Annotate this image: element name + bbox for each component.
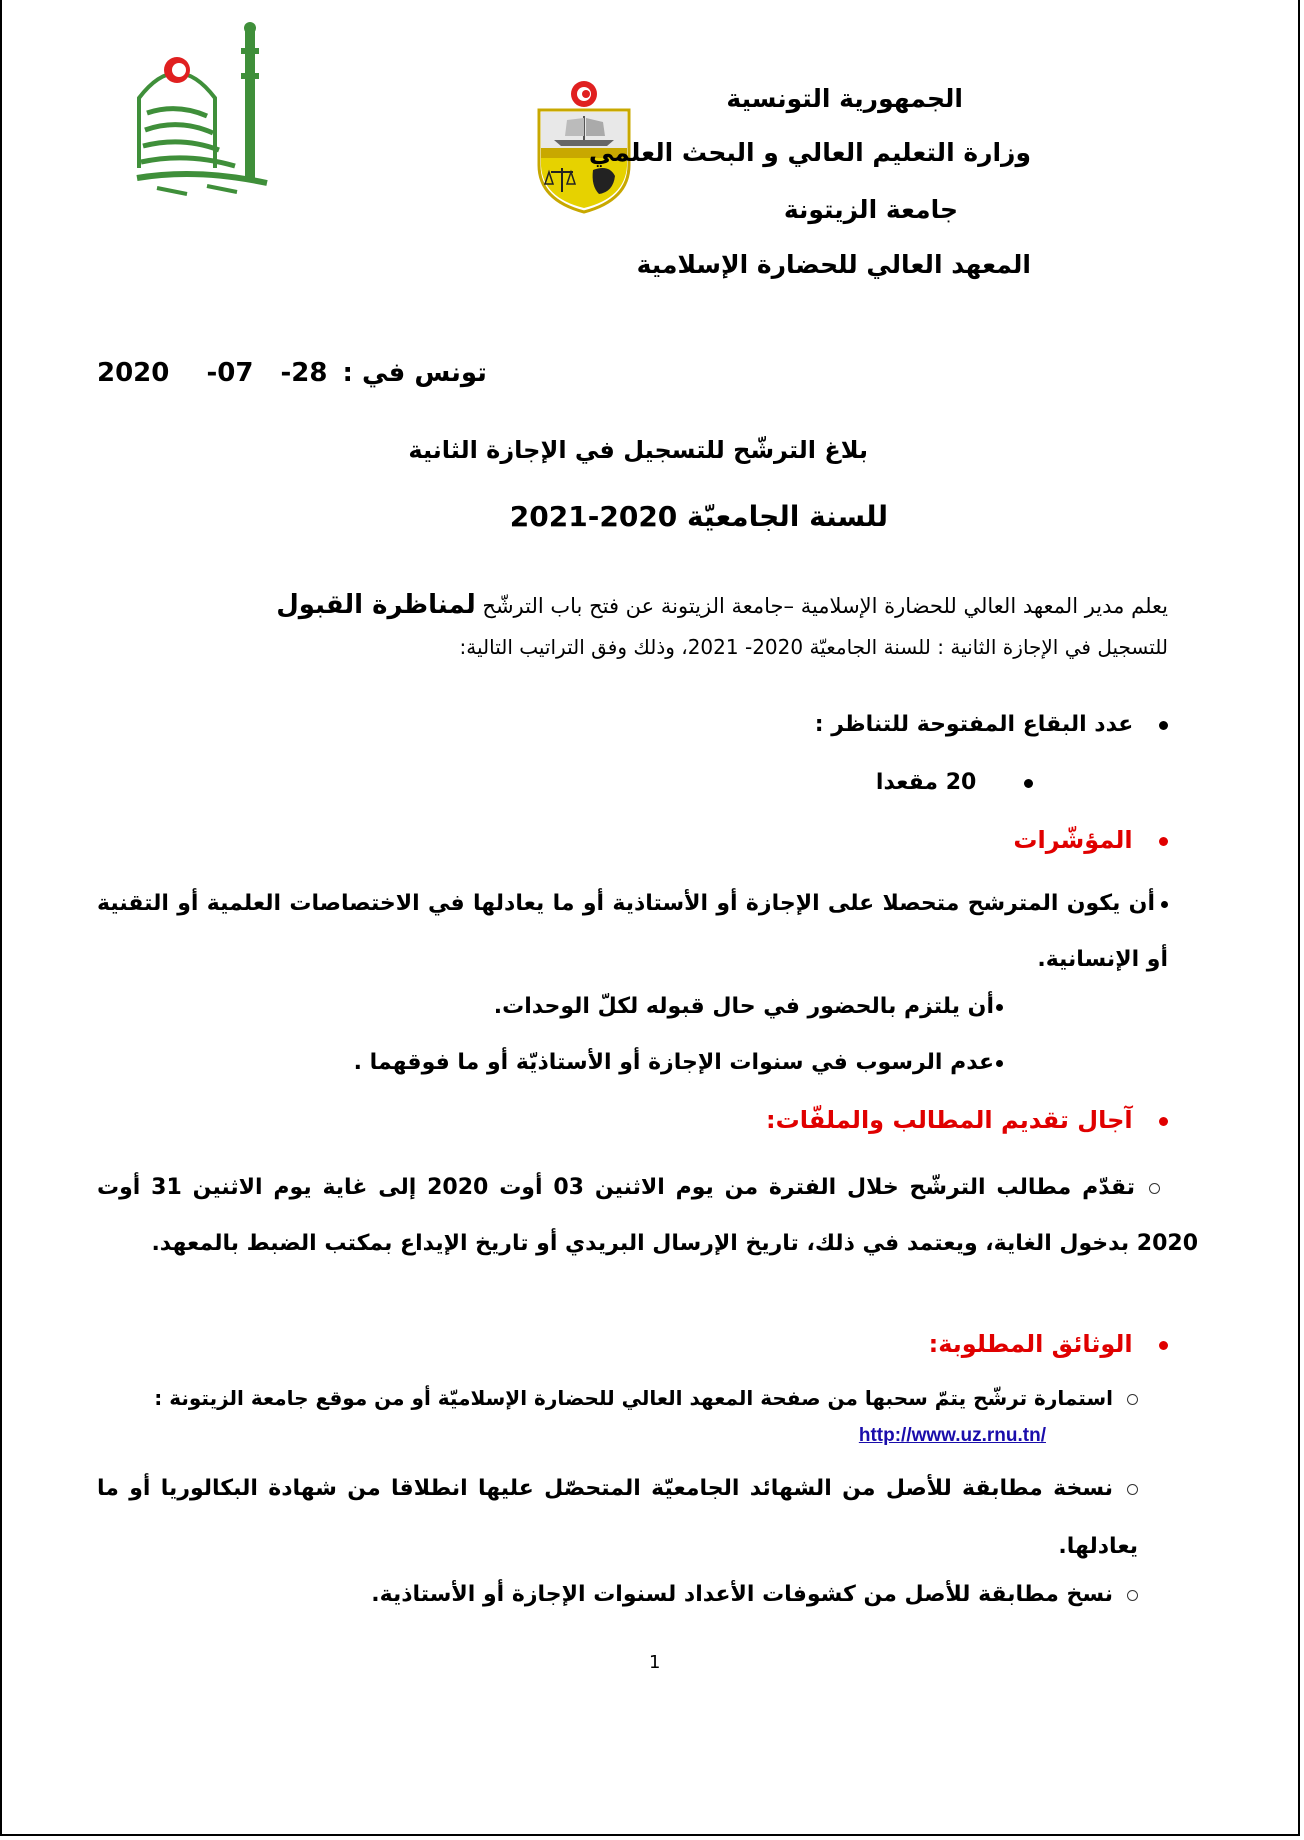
bullet-icon [996, 1004, 1003, 1011]
date-line [97, 358, 487, 388]
seats-value: 20 مقعدا [875, 770, 977, 795]
docs-heading [929, 1330, 1168, 1358]
criteria-text: أن يلتزم بالحضور في حال قبوله لكلّ الوحدات. [493, 994, 994, 1019]
seats-section [815, 712, 1168, 737]
university-website-link[interactable]: http://www.uz.rnu.tn/ [858, 1425, 1046, 1446]
bullet-icon [1161, 901, 1168, 908]
criteria-text: عدم الرسوب في سنوات الإجازة أو الأستاذيّة أو ما فوقهما . [353, 1050, 994, 1075]
date-sep: - [280, 358, 292, 388]
deadline-text: تقدّم مطالب الترشّح خلال الفترة من يوم الاثنين 03 أوت 2020 إلى غاية يوم الاثنين 31 أوت 2020 بدخول الغاية، ويعتمد في ذلك، تاريخ الإرسال البريدي أو تاريخ الإيداع بمكتب الضبط بالمعهد. [97, 1175, 1198, 1256]
title-line-2: للسنة الجامعيّة 2020-2021 [509, 500, 888, 533]
criteria-item-1 [97, 876, 1168, 988]
seats-title: عدد البقاع المفتوحة للتناظر : [814, 712, 1134, 737]
title-line-1: بلاغ الترشّح للتسجيل في الإجازة الثانية [408, 436, 868, 464]
criteria-item-2 [494, 994, 1003, 1019]
date-sep: - [206, 358, 218, 388]
circle-bullet-icon [1127, 1484, 1138, 1495]
bullet-icon [1159, 1117, 1168, 1126]
criteria-title: المؤشّرات [1013, 826, 1133, 854]
header-institute: المعهد العالي للحضارة الإسلامية [636, 250, 1031, 279]
deadline-heading [766, 1106, 1168, 1134]
docs-text: استمارة ترشّح يتمّ سحبها من صفحة المعهد العالي للحضارة الإسلاميّة أو من موقع جامعة الزيتونة : [154, 1386, 1113, 1410]
docs-title: الوثائق المطلوبة: [928, 1330, 1133, 1358]
docs-link-row [859, 1424, 1046, 1447]
docs-item-2 [97, 1460, 1138, 1576]
circle-bullet-icon [1127, 1394, 1138, 1405]
header-university: جامعة الزيتونة [783, 195, 958, 224]
criteria-heading [1013, 826, 1168, 854]
intro-paragraph [97, 582, 1168, 629]
deadline-paragraph [97, 1160, 1198, 1272]
header-republic: الجمهورية التونسية [726, 84, 963, 113]
circle-bullet-icon [1127, 1590, 1138, 1601]
deadline-title: آجال تقديم المطالب والملفّات: [766, 1106, 1133, 1134]
bullet-icon [996, 1060, 1003, 1067]
bullet-icon [1024, 779, 1033, 788]
date-day: 28 [291, 358, 328, 388]
bullet-icon [1159, 1341, 1168, 1350]
criteria-text: أن يكون المترشح متحصلا على الإجازة أو الأستاذية أو ما يعادلها في الاختصاصات العلمية أو التقنية أو الإنسانية. [97, 891, 1168, 972]
docs-text: نسخة مطابقة للأصل من الشهائد الجامعيّة المتحصّل عليها انطلاقا من شهادة البكالوريا أو ما يعادلها. [97, 1476, 1138, 1559]
intro-emphasis: لمناظرة القبول [276, 590, 476, 620]
docs-text: نسخ مطابقة للأصل من كشوفات الأعداد لسنوات الإجازة أو الأستاذية. [371, 1582, 1113, 1607]
date-label: تونس في : [342, 358, 487, 388]
circle-bullet-icon [1149, 1183, 1160, 1194]
bullet-icon [1159, 837, 1168, 846]
institute-logo [127, 18, 287, 203]
docs-item-3 [371, 1582, 1138, 1607]
intro-text-2: للتسجيل في الإجازة الثانية : للسنة الجامعيّة 2020- 2021، وذلك وفق التراتيب التالية: [459, 635, 1168, 659]
page-number: 1 [649, 1652, 661, 1673]
date-month: 07 [217, 358, 254, 388]
header-ministry: وزارة التعليم العالي و البحث العلمي [588, 138, 1031, 167]
intro-text-1: يعلم مدير المعهد العالي للحضارة الإسلامية –جامعة الزيتونة عن فتح باب الترشّح [482, 594, 1168, 618]
seats-value-row [876, 770, 1033, 795]
bullet-icon [1159, 721, 1168, 730]
criteria-item-3 [354, 1050, 1003, 1075]
date-year: 2020 [97, 358, 170, 388]
docs-item-1 [154, 1386, 1138, 1410]
